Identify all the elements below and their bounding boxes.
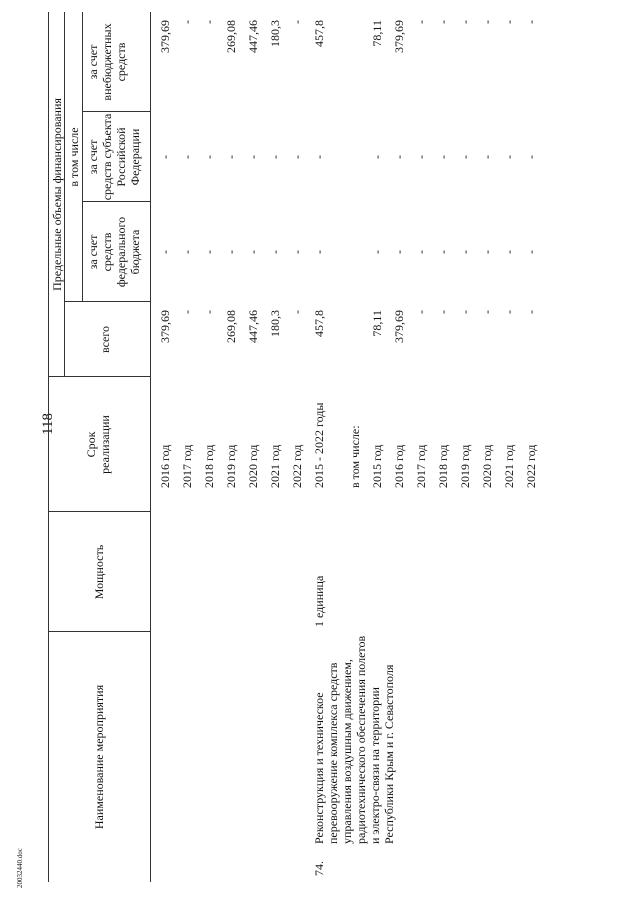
table-row — [524, 12, 538, 882]
row-federal: - — [180, 250, 194, 254]
row-federal: - — [480, 250, 494, 254]
row-total: 180,3 — [268, 310, 282, 337]
row-regional: - — [524, 155, 538, 159]
item-federal: - — [312, 250, 326, 254]
row-year: 2018 год — [202, 444, 216, 488]
row-year: 2020 год — [246, 444, 260, 488]
item-total: 457,8 — [312, 310, 326, 337]
row-extra: - — [202, 20, 216, 24]
header-regional-1: за счет — [86, 139, 100, 175]
table-row — [502, 12, 516, 882]
header-federal-1: за счет — [86, 234, 100, 270]
table-row — [436, 12, 450, 882]
table-row — [414, 12, 428, 882]
row-federal: - — [458, 250, 472, 254]
row-total: 269,08 — [224, 310, 238, 343]
row-regional: - — [268, 155, 282, 159]
row-federal: - — [502, 250, 516, 254]
row-federal: - — [224, 250, 238, 254]
row-federal: - — [246, 250, 260, 254]
row-federal: - — [414, 250, 428, 254]
header-name: Наименование мероприятия — [92, 684, 106, 830]
row-year: 2017 год — [180, 444, 194, 488]
row-year: 2020 год — [480, 444, 494, 488]
item-name: Реконструкция и техническое перевооружение комплекса средств управления воздушным движением, радиотехнического обеспечения полетов и электро-связи на территории Республики Крым и г. Севастополя — [312, 635, 396, 844]
table-top-border — [48, 12, 49, 882]
row-regional: - — [414, 155, 428, 159]
table-row — [180, 12, 194, 882]
row-total: - — [414, 310, 428, 314]
row-regional: - — [436, 155, 450, 159]
table-row — [224, 12, 238, 882]
row-regional: - — [290, 155, 304, 159]
header-extra-3: средств — [114, 42, 128, 82]
row-extra: - — [524, 20, 538, 24]
table-row — [202, 12, 216, 882]
row-year: 2022 год — [290, 444, 304, 488]
header-financing: Предельные объемы финансирования — [50, 98, 64, 291]
row-extra: - — [290, 20, 304, 24]
row-regional: - — [392, 155, 406, 159]
row-regional: - — [158, 155, 172, 159]
row-year: 2016 год — [158, 444, 172, 488]
row-year: 2016 год — [392, 444, 406, 488]
financing-title-border — [64, 12, 65, 377]
row-total: 379,69 — [392, 310, 406, 343]
header-regional-3: Российской — [114, 127, 128, 187]
row-federal: - — [290, 250, 304, 254]
header-extra-1: за счет — [86, 44, 100, 80]
table-row — [268, 12, 282, 882]
row-total: - — [502, 310, 516, 314]
header-regional-4: Федерации — [128, 128, 142, 186]
row-regional: - — [458, 155, 472, 159]
table-row — [392, 12, 406, 882]
table-row — [480, 12, 494, 882]
row-extra: 379,69 — [392, 20, 406, 53]
row-federal: - — [370, 250, 384, 254]
financing-table — [48, 12, 628, 882]
table-row — [290, 12, 304, 882]
header-federal-3: федерального — [114, 216, 128, 288]
row-extra: - — [480, 20, 494, 24]
header-period-1: Срок — [84, 431, 98, 458]
row-extra: - — [502, 20, 516, 24]
row-total: - — [480, 310, 494, 314]
row-federal: - — [202, 250, 216, 254]
row-extra: - — [414, 20, 428, 24]
header-extra-2: внебюджетных — [100, 23, 114, 101]
footer-code: 20032440.doc — [16, 848, 24, 888]
header-federal-2: средств — [100, 232, 114, 272]
item-period: 2015 - 2022 годы — [312, 402, 326, 488]
row-total: 447,46 — [246, 310, 260, 343]
header-regional-2: средств субъекта — [100, 113, 114, 201]
including-border — [82, 12, 83, 302]
header-capacity: Мощность — [92, 544, 106, 600]
row-total: - — [436, 310, 450, 314]
row-year: 2015 год — [370, 444, 384, 488]
row-regional: - — [180, 155, 194, 159]
row-year: 2021 год — [268, 444, 282, 488]
row-year: 2022 год — [524, 444, 538, 488]
row-extra: - — [458, 20, 472, 24]
table-header-border — [150, 12, 151, 882]
row-federal: - — [392, 250, 406, 254]
row-regional: - — [480, 155, 494, 159]
header-total: всего — [98, 325, 112, 354]
row-extra: 269,08 — [224, 20, 238, 53]
row-extra: - — [436, 20, 450, 24]
row-extra: 379,69 — [158, 20, 172, 53]
row-regional: - — [370, 155, 384, 159]
row-regional: - — [202, 155, 216, 159]
row-total: - — [180, 310, 194, 314]
row-year: 2018 год — [436, 444, 450, 488]
table-row — [158, 12, 172, 882]
row-total: - — [524, 310, 538, 314]
row-federal: - — [268, 250, 282, 254]
row-year: 2019 год — [458, 444, 472, 488]
table-row — [458, 12, 472, 882]
row-extra: 78,11 — [370, 20, 384, 47]
header-including: в том числе — [67, 127, 81, 187]
item-number: 74. — [312, 861, 326, 876]
row-year: 2019 год — [224, 444, 238, 488]
row-extra: - — [180, 20, 194, 24]
including-label: в том числе: — [348, 425, 362, 488]
table-row — [246, 12, 260, 882]
item-capacity: 1 единица — [312, 575, 326, 627]
item-extra: 457,8 — [312, 20, 326, 47]
row-regional: - — [502, 155, 516, 159]
row-federal: - — [436, 250, 450, 254]
row-regional: - — [246, 155, 260, 159]
row-total: - — [290, 310, 304, 314]
header-period-2: реализации — [98, 415, 112, 474]
header-federal-4: бюджета — [128, 229, 142, 275]
row-total: - — [202, 310, 216, 314]
row-year: 2017 год — [414, 444, 428, 488]
row-year: 2021 год — [502, 444, 516, 488]
row-extra: 180,3 — [268, 20, 282, 47]
row-total: 379,69 — [158, 310, 172, 343]
item-regional: - — [312, 155, 326, 159]
row-extra: 447,46 — [246, 20, 260, 53]
page-number: 118 — [40, 413, 56, 435]
row-regional: - — [224, 155, 238, 159]
table-row — [370, 12, 384, 882]
row-federal: - — [524, 250, 538, 254]
row-total: - — [458, 310, 472, 314]
row-total: 78,11 — [370, 310, 384, 337]
row-federal: - — [158, 250, 172, 254]
